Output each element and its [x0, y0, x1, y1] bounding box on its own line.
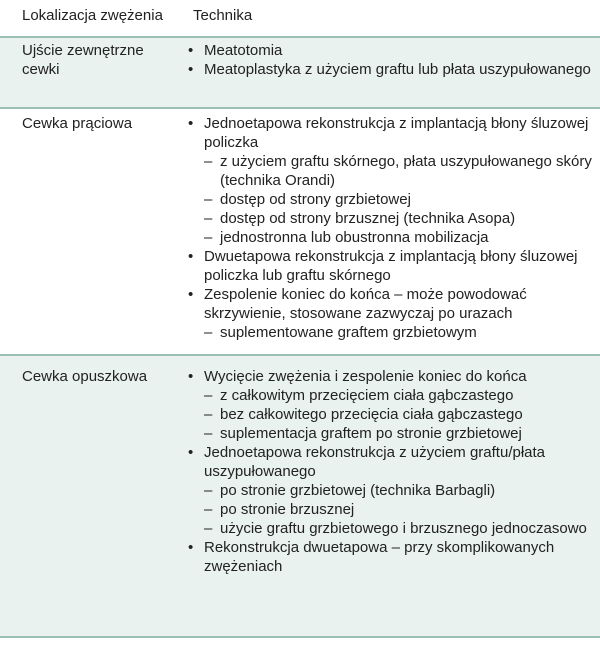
table-row: [0, 356, 600, 636]
list-item: • Dwuetapowa rekonstrukcja z implantacją błony śluzowej policzka lub graftu skórnego: [187, 247, 592, 285]
row-techniques: [187, 367, 592, 576]
list-item: • Rekonstrukcja dwuetapowa – przy skomplikowanych zwężeniach: [187, 538, 592, 576]
sub-list-item: – po stronie brzusznej: [187, 500, 592, 519]
row-techniques: [187, 114, 592, 342]
sub-list-item: – suplementowane graftem grzbietowym: [187, 323, 592, 342]
list-item: • Meatotomia: [187, 41, 592, 60]
sub-list-item: – bez całkowitego przecięcia ciała gąbczastego: [187, 405, 592, 424]
sub-list-item: – dostęp od strony brzusznej (technika Asopa): [187, 209, 592, 228]
header-technique: Technika: [193, 7, 253, 24]
sub-list-item: – użycie graftu grzbietowego i brzusznego jednoczasowo: [187, 519, 592, 538]
header-location: Lokalizacja zwężenia: [22, 7, 163, 24]
divider: [0, 636, 600, 638]
table-row: [0, 109, 600, 354]
sub-list-item: – z całkowitym przecięciem ciała gąbczastego: [187, 386, 592, 405]
technique-list: [187, 41, 592, 79]
sub-list-item: – po stronie grzbietowej (technika Barbagli): [187, 481, 592, 500]
table-row: [0, 38, 600, 107]
sub-list-item: – suplementacja graftem po stronie grzbietowej: [187, 424, 592, 443]
list-item: • Zespolenie koniec do końca – może powodować skrzywienie, stosowane zazwyczaj po urazach: [187, 285, 592, 323]
list-item: • Jednoetapowa rekonstrukcja z implantacją błony śluzowej policzka: [187, 114, 592, 152]
row-location: Ujście zewnętrzne cewki: [22, 42, 144, 78]
list-item: • Wycięcie zwężenia i zespolenie koniec do końca: [187, 367, 592, 386]
table-header: [0, 0, 600, 36]
row-location: Cewka prąciowa: [22, 115, 133, 132]
technique-list: [187, 114, 592, 342]
sub-list-item: – z użyciem graftu skórnego, płata uszypułowanego skóry (technika Orandi): [187, 152, 592, 190]
list-item: • Meatoplastyka z użyciem graftu lub płata uszypułowanego: [187, 60, 592, 79]
sub-list-item: – jednostronna lub obustronna mobilizacja: [187, 228, 592, 247]
technique-list: [187, 367, 592, 576]
row-location: Cewka opuszkowa: [22, 368, 148, 385]
list-item: • Jednoetapowa rekonstrukcja z użyciem graftu/płata uszypułowanego: [187, 443, 592, 481]
row-techniques: [187, 41, 592, 79]
sub-list-item: – dostęp od strony grzbietowej: [187, 190, 592, 209]
